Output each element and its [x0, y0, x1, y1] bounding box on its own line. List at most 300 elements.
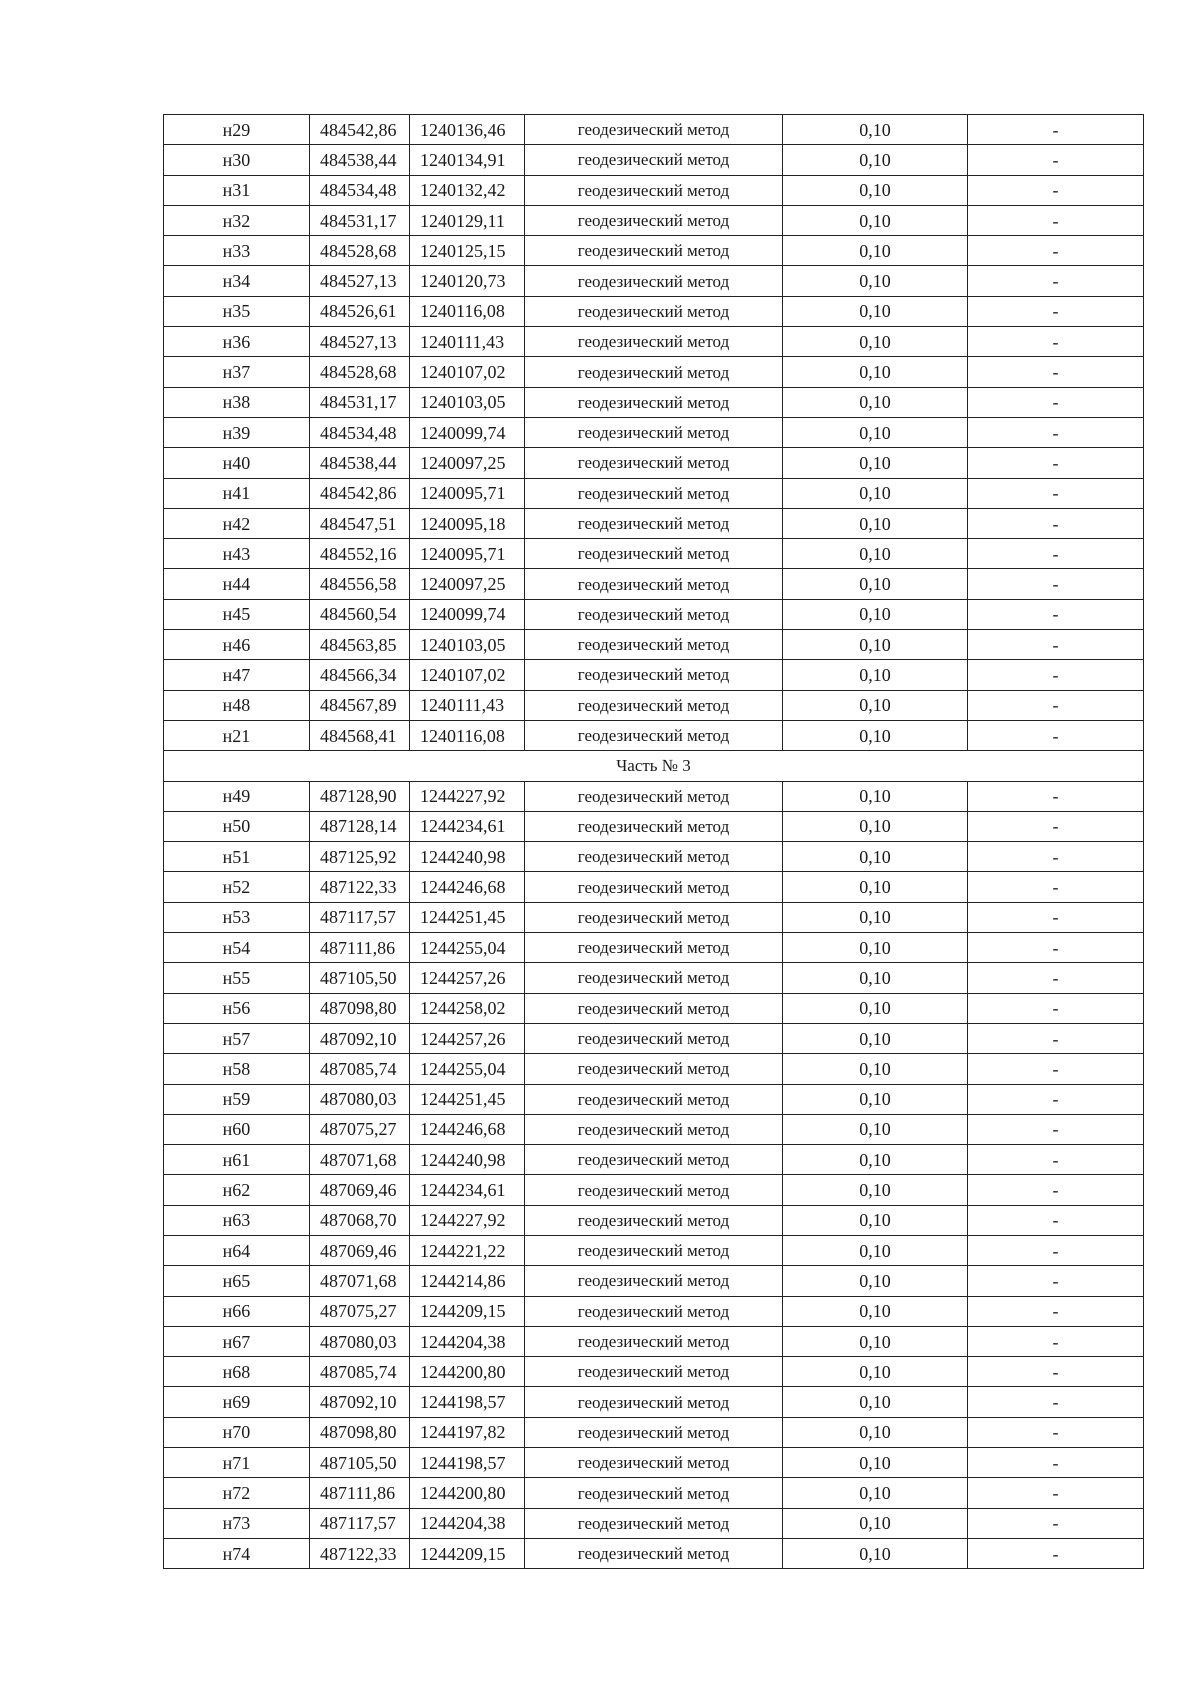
y-coordinate-cell: 1240103,05 — [410, 630, 525, 660]
accuracy-cell: 0,10 — [783, 1538, 968, 1568]
table-row — [164, 811, 1144, 841]
y-coordinate-cell: 1244246,68 — [410, 1114, 525, 1144]
accuracy-cell: 0,10 — [783, 508, 968, 538]
x-coordinate-cell: 484531,17 — [310, 387, 410, 417]
table-row — [164, 175, 1144, 205]
point-id-cell: н70 — [164, 1417, 310, 1447]
table-row — [164, 660, 1144, 690]
method-cell: геодезический метод — [525, 993, 783, 1023]
method-cell: геодезический метод — [525, 539, 783, 569]
description-cell: - — [968, 387, 1144, 417]
table-row — [164, 1235, 1144, 1265]
accuracy-cell: 0,10 — [783, 296, 968, 326]
method-cell: геодезический метод — [525, 478, 783, 508]
point-id-cell: н42 — [164, 508, 310, 538]
table-row — [164, 236, 1144, 266]
x-coordinate-cell: 487128,14 — [310, 811, 410, 841]
accuracy-cell: 0,10 — [783, 417, 968, 447]
description-cell: - — [968, 963, 1144, 993]
description-cell: - — [968, 327, 1144, 357]
method-cell: геодезический метод — [525, 811, 783, 841]
accuracy-cell: 0,10 — [783, 145, 968, 175]
accuracy-cell: 0,10 — [783, 1054, 968, 1084]
x-coordinate-cell: 484552,16 — [310, 539, 410, 569]
x-coordinate-cell: 484547,51 — [310, 508, 410, 538]
table-row — [164, 387, 1144, 417]
point-id-cell: н40 — [164, 448, 310, 478]
table-row — [164, 1296, 1144, 1326]
description-cell: - — [968, 1114, 1144, 1144]
method-cell: геодезический метод — [525, 872, 783, 902]
description-cell: - — [968, 993, 1144, 1023]
description-cell: - — [968, 1054, 1144, 1084]
description-cell: - — [968, 1023, 1144, 1053]
accuracy-cell: 0,10 — [783, 1114, 968, 1144]
accuracy-cell: 0,10 — [783, 599, 968, 629]
table-row — [164, 145, 1144, 175]
point-id-cell: н41 — [164, 478, 310, 508]
point-id-cell: н50 — [164, 811, 310, 841]
point-id-cell: н67 — [164, 1326, 310, 1356]
x-coordinate-cell: 484528,68 — [310, 357, 410, 387]
method-cell: геодезический метод — [525, 1054, 783, 1084]
method-cell: геодезический метод — [525, 569, 783, 599]
table-row — [164, 539, 1144, 569]
y-coordinate-cell: 1244214,86 — [410, 1266, 525, 1296]
table-row — [164, 690, 1144, 720]
description-cell: - — [968, 1205, 1144, 1235]
x-coordinate-cell: 484568,41 — [310, 720, 410, 750]
x-coordinate-cell: 487071,68 — [310, 1145, 410, 1175]
method-cell: геодезический метод — [525, 1478, 783, 1508]
x-coordinate-cell: 487122,33 — [310, 872, 410, 902]
method-cell: геодезический метод — [525, 1023, 783, 1053]
description-cell: - — [968, 539, 1144, 569]
method-cell: геодезический метод — [525, 448, 783, 478]
y-coordinate-cell: 1240097,25 — [410, 448, 525, 478]
method-cell: геодезический метод — [525, 296, 783, 326]
point-id-cell: н36 — [164, 327, 310, 357]
accuracy-cell: 0,10 — [783, 720, 968, 750]
y-coordinate-cell: 1244227,92 — [410, 1205, 525, 1235]
y-coordinate-cell: 1240125,15 — [410, 236, 525, 266]
y-coordinate-cell: 1244198,57 — [410, 1448, 525, 1478]
method-cell: геодезический метод — [525, 387, 783, 417]
x-coordinate-cell: 484566,34 — [310, 660, 410, 690]
coordinates-table — [163, 114, 1144, 1569]
x-coordinate-cell: 487068,70 — [310, 1205, 410, 1235]
point-id-cell: н54 — [164, 933, 310, 963]
point-id-cell: н74 — [164, 1538, 310, 1568]
accuracy-cell: 0,10 — [783, 236, 968, 266]
y-coordinate-cell: 1244246,68 — [410, 872, 525, 902]
description-cell: - — [968, 933, 1144, 963]
method-cell: геодезический метод — [525, 720, 783, 750]
description-cell: - — [968, 1448, 1144, 1478]
method-cell: геодезический метод — [525, 175, 783, 205]
accuracy-cell: 0,10 — [783, 630, 968, 660]
point-id-cell: н31 — [164, 175, 310, 205]
point-id-cell: н39 — [164, 417, 310, 447]
x-coordinate-cell: 484567,89 — [310, 690, 410, 720]
point-id-cell: н69 — [164, 1387, 310, 1417]
accuracy-cell: 0,10 — [783, 811, 968, 841]
table-row — [164, 448, 1144, 478]
table-row — [164, 993, 1144, 1023]
section-label: Часть № 3 — [164, 751, 1144, 781]
point-id-cell: н59 — [164, 1084, 310, 1114]
method-cell: геодезический метод — [525, 508, 783, 538]
accuracy-cell: 0,10 — [783, 357, 968, 387]
accuracy-cell: 0,10 — [783, 115, 968, 145]
point-id-cell: н64 — [164, 1235, 310, 1265]
description-cell: - — [968, 1175, 1144, 1205]
accuracy-cell: 0,10 — [783, 1235, 968, 1265]
description-cell: - — [968, 902, 1144, 932]
accuracy-cell: 0,10 — [783, 963, 968, 993]
method-cell: геодезический метод — [525, 963, 783, 993]
table-row — [164, 1508, 1144, 1538]
accuracy-cell: 0,10 — [783, 1448, 968, 1478]
y-coordinate-cell: 1244221,22 — [410, 1235, 525, 1265]
y-coordinate-cell: 1244197,82 — [410, 1417, 525, 1447]
table-row — [164, 417, 1144, 447]
x-coordinate-cell: 487105,50 — [310, 1448, 410, 1478]
description-cell: - — [968, 357, 1144, 387]
method-cell: геодезический метод — [525, 327, 783, 357]
method-cell: геодезический метод — [525, 1145, 783, 1175]
x-coordinate-cell: 484542,86 — [310, 115, 410, 145]
x-coordinate-cell: 487122,33 — [310, 1538, 410, 1568]
point-id-cell: н32 — [164, 205, 310, 235]
description-cell: - — [968, 569, 1144, 599]
x-coordinate-cell: 487117,57 — [310, 1508, 410, 1538]
point-id-cell: н34 — [164, 266, 310, 296]
method-cell: геодезический метод — [525, 933, 783, 963]
y-coordinate-cell: 1244255,04 — [410, 1054, 525, 1084]
table-row — [164, 720, 1144, 750]
y-coordinate-cell: 1244255,04 — [410, 933, 525, 963]
table-row — [164, 1448, 1144, 1478]
accuracy-cell: 0,10 — [783, 1175, 968, 1205]
table-row — [164, 1023, 1144, 1053]
table-row — [164, 963, 1144, 993]
y-coordinate-cell: 1240095,71 — [410, 478, 525, 508]
description-cell: - — [968, 1538, 1144, 1568]
point-id-cell: н49 — [164, 781, 310, 811]
point-id-cell: н73 — [164, 1508, 310, 1538]
y-coordinate-cell: 1240099,74 — [410, 599, 525, 629]
accuracy-cell: 0,10 — [783, 539, 968, 569]
x-coordinate-cell: 487085,74 — [310, 1054, 410, 1084]
point-id-cell: н30 — [164, 145, 310, 175]
point-id-cell: н37 — [164, 357, 310, 387]
x-coordinate-cell: 484531,17 — [310, 205, 410, 235]
method-cell: геодезический метод — [525, 1235, 783, 1265]
table-row — [164, 902, 1144, 932]
point-id-cell: н45 — [164, 599, 310, 629]
table-row — [164, 1478, 1144, 1508]
point-id-cell: н61 — [164, 1145, 310, 1175]
description-cell: - — [968, 811, 1144, 841]
x-coordinate-cell: 487128,90 — [310, 781, 410, 811]
point-id-cell: н56 — [164, 993, 310, 1023]
accuracy-cell: 0,10 — [783, 569, 968, 599]
x-coordinate-cell: 484556,58 — [310, 569, 410, 599]
x-coordinate-cell: 484560,54 — [310, 599, 410, 629]
method-cell: геодезический метод — [525, 1205, 783, 1235]
x-coordinate-cell: 484563,85 — [310, 630, 410, 660]
table-row — [164, 599, 1144, 629]
table-row — [164, 266, 1144, 296]
description-cell: - — [968, 1235, 1144, 1265]
description-cell: - — [968, 478, 1144, 508]
method-cell: геодезический метод — [525, 1448, 783, 1478]
accuracy-cell: 0,10 — [783, 478, 968, 508]
description-cell: - — [968, 205, 1144, 235]
x-coordinate-cell: 487080,03 — [310, 1326, 410, 1356]
accuracy-cell: 0,10 — [783, 1478, 968, 1508]
description-cell: - — [968, 1266, 1144, 1296]
description-cell: - — [968, 508, 1144, 538]
point-id-cell: н38 — [164, 387, 310, 417]
y-coordinate-cell: 1240095,71 — [410, 539, 525, 569]
accuracy-cell: 0,10 — [783, 842, 968, 872]
y-coordinate-cell: 1244204,38 — [410, 1508, 525, 1538]
accuracy-cell: 0,10 — [783, 387, 968, 417]
method-cell: геодезический метод — [525, 630, 783, 660]
description-cell: - — [968, 872, 1144, 902]
point-id-cell: н48 — [164, 690, 310, 720]
x-coordinate-cell: 487075,27 — [310, 1114, 410, 1144]
x-coordinate-cell: 487117,57 — [310, 902, 410, 932]
method-cell: геодезический метод — [525, 357, 783, 387]
y-coordinate-cell: 1244204,38 — [410, 1326, 525, 1356]
method-cell: геодезический метод — [525, 1175, 783, 1205]
point-id-cell: н52 — [164, 872, 310, 902]
y-coordinate-cell: 1240107,02 — [410, 357, 525, 387]
section-row — [164, 751, 1144, 781]
y-coordinate-cell: 1244240,98 — [410, 1145, 525, 1175]
x-coordinate-cell: 487105,50 — [310, 963, 410, 993]
table-row — [164, 1266, 1144, 1296]
x-coordinate-cell: 487085,74 — [310, 1357, 410, 1387]
description-cell: - — [968, 599, 1144, 629]
table-row — [164, 296, 1144, 326]
point-id-cell: н71 — [164, 1448, 310, 1478]
y-coordinate-cell: 1244200,80 — [410, 1478, 525, 1508]
accuracy-cell: 0,10 — [783, 266, 968, 296]
y-coordinate-cell: 1244240,98 — [410, 842, 525, 872]
accuracy-cell: 0,10 — [783, 690, 968, 720]
table-row — [164, 1538, 1144, 1568]
x-coordinate-cell: 487092,10 — [310, 1023, 410, 1053]
table-row — [164, 1175, 1144, 1205]
accuracy-cell: 0,10 — [783, 993, 968, 1023]
y-coordinate-cell: 1240095,18 — [410, 508, 525, 538]
y-coordinate-cell: 1244209,15 — [410, 1296, 525, 1326]
x-coordinate-cell: 487071,68 — [310, 1266, 410, 1296]
accuracy-cell: 0,10 — [783, 1508, 968, 1538]
x-coordinate-cell: 487098,80 — [310, 993, 410, 1023]
method-cell: геодезический метод — [525, 1326, 783, 1356]
table-row — [164, 1357, 1144, 1387]
x-coordinate-cell: 484542,86 — [310, 478, 410, 508]
method-cell: геодезический метод — [525, 690, 783, 720]
method-cell: геодезический метод — [525, 1357, 783, 1387]
accuracy-cell: 0,10 — [783, 1326, 968, 1356]
x-coordinate-cell: 484538,44 — [310, 145, 410, 175]
point-id-cell: н65 — [164, 1266, 310, 1296]
x-coordinate-cell: 487111,86 — [310, 933, 410, 963]
table-row — [164, 357, 1144, 387]
accuracy-cell: 0,10 — [783, 902, 968, 932]
accuracy-cell: 0,10 — [783, 1387, 968, 1417]
y-coordinate-cell: 1244234,61 — [410, 811, 525, 841]
point-id-cell: н62 — [164, 1175, 310, 1205]
point-id-cell: н55 — [164, 963, 310, 993]
table-row — [164, 872, 1144, 902]
point-id-cell: н21 — [164, 720, 310, 750]
x-coordinate-cell: 484534,48 — [310, 175, 410, 205]
y-coordinate-cell: 1244257,26 — [410, 1023, 525, 1053]
accuracy-cell: 0,10 — [783, 1296, 968, 1326]
table-row — [164, 115, 1144, 145]
method-cell: геодезический метод — [525, 266, 783, 296]
table-row — [164, 1205, 1144, 1235]
accuracy-cell: 0,10 — [783, 448, 968, 478]
description-cell: - — [968, 1326, 1144, 1356]
point-id-cell: н57 — [164, 1023, 310, 1053]
point-id-cell: н46 — [164, 630, 310, 660]
point-id-cell: н72 — [164, 1478, 310, 1508]
table-row — [164, 1114, 1144, 1144]
description-cell: - — [968, 720, 1144, 750]
x-coordinate-cell: 487075,27 — [310, 1296, 410, 1326]
y-coordinate-cell: 1240097,25 — [410, 569, 525, 599]
point-id-cell: н63 — [164, 1205, 310, 1235]
description-cell: - — [968, 1387, 1144, 1417]
table-row — [164, 1145, 1144, 1175]
y-coordinate-cell: 1240103,05 — [410, 387, 525, 417]
y-coordinate-cell: 1244258,02 — [410, 993, 525, 1023]
x-coordinate-cell: 484538,44 — [310, 448, 410, 478]
description-cell: - — [968, 236, 1144, 266]
point-id-cell: н44 — [164, 569, 310, 599]
accuracy-cell: 0,10 — [783, 327, 968, 357]
table-row — [164, 478, 1144, 508]
point-id-cell: н47 — [164, 660, 310, 690]
description-cell: - — [968, 842, 1144, 872]
table-row — [164, 1084, 1144, 1114]
table-row — [164, 1054, 1144, 1084]
accuracy-cell: 0,10 — [783, 933, 968, 963]
accuracy-cell: 0,10 — [783, 1084, 968, 1114]
table-row — [164, 842, 1144, 872]
point-id-cell: н58 — [164, 1054, 310, 1084]
accuracy-cell: 0,10 — [783, 781, 968, 811]
table-body-part-2 — [164, 115, 1144, 751]
y-coordinate-cell: 1240107,02 — [410, 660, 525, 690]
method-cell: геодезический метод — [525, 236, 783, 266]
table-row — [164, 205, 1144, 235]
point-id-cell: н68 — [164, 1357, 310, 1387]
description-cell: - — [968, 690, 1144, 720]
table-row — [164, 933, 1144, 963]
y-coordinate-cell: 1244198,57 — [410, 1387, 525, 1417]
point-id-cell: н51 — [164, 842, 310, 872]
x-coordinate-cell: 487069,46 — [310, 1175, 410, 1205]
method-cell: геодезический метод — [525, 205, 783, 235]
x-coordinate-cell: 487125,92 — [310, 842, 410, 872]
description-cell: - — [968, 175, 1144, 205]
description-cell: - — [968, 145, 1144, 175]
method-cell: геодезический метод — [525, 1296, 783, 1326]
section-header-body — [164, 751, 1144, 781]
x-coordinate-cell: 487080,03 — [310, 1084, 410, 1114]
x-coordinate-cell: 484526,61 — [310, 296, 410, 326]
y-coordinate-cell: 1240099,74 — [410, 417, 525, 447]
y-coordinate-cell: 1240132,42 — [410, 175, 525, 205]
x-coordinate-cell: 484527,13 — [310, 327, 410, 357]
x-coordinate-cell: 484534,48 — [310, 417, 410, 447]
y-coordinate-cell: 1240136,46 — [410, 115, 525, 145]
y-coordinate-cell: 1240120,73 — [410, 266, 525, 296]
x-coordinate-cell: 484528,68 — [310, 236, 410, 266]
x-coordinate-cell: 487098,80 — [310, 1417, 410, 1447]
table-row — [164, 508, 1144, 538]
method-cell: геодезический метод — [525, 599, 783, 629]
description-cell: - — [968, 1478, 1144, 1508]
method-cell: геодезический метод — [525, 115, 783, 145]
accuracy-cell: 0,10 — [783, 1266, 968, 1296]
point-id-cell: н53 — [164, 902, 310, 932]
table-row — [164, 569, 1144, 599]
y-coordinate-cell: 1244234,61 — [410, 1175, 525, 1205]
table-row — [164, 1387, 1144, 1417]
y-coordinate-cell: 1244227,92 — [410, 781, 525, 811]
table-row — [164, 630, 1144, 660]
y-coordinate-cell: 1244251,45 — [410, 1084, 525, 1114]
point-id-cell: н35 — [164, 296, 310, 326]
y-coordinate-cell: 1240111,43 — [410, 327, 525, 357]
method-cell: геодезический метод — [525, 902, 783, 932]
description-cell: - — [968, 296, 1144, 326]
y-coordinate-cell: 1244200,80 — [410, 1357, 525, 1387]
description-cell: - — [968, 266, 1144, 296]
x-coordinate-cell: 487069,46 — [310, 1235, 410, 1265]
y-coordinate-cell: 1240111,43 — [410, 690, 525, 720]
method-cell: геодезический метод — [525, 1538, 783, 1568]
accuracy-cell: 0,10 — [783, 175, 968, 205]
point-id-cell: н29 — [164, 115, 310, 145]
method-cell: геодезический метод — [525, 417, 783, 447]
description-cell: - — [968, 417, 1144, 447]
description-cell: - — [968, 115, 1144, 145]
accuracy-cell: 0,10 — [783, 1417, 968, 1447]
description-cell: - — [968, 1084, 1144, 1114]
method-cell: геодезический метод — [525, 145, 783, 175]
x-coordinate-cell: 487092,10 — [310, 1387, 410, 1417]
method-cell: геодезический метод — [525, 1387, 783, 1417]
accuracy-cell: 0,10 — [783, 1205, 968, 1235]
method-cell: геодезический метод — [525, 660, 783, 690]
y-coordinate-cell: 1244251,45 — [410, 902, 525, 932]
table-row — [164, 327, 1144, 357]
accuracy-cell: 0,10 — [783, 872, 968, 902]
method-cell: геодезический метод — [525, 1114, 783, 1144]
method-cell: геодезический метод — [525, 842, 783, 872]
